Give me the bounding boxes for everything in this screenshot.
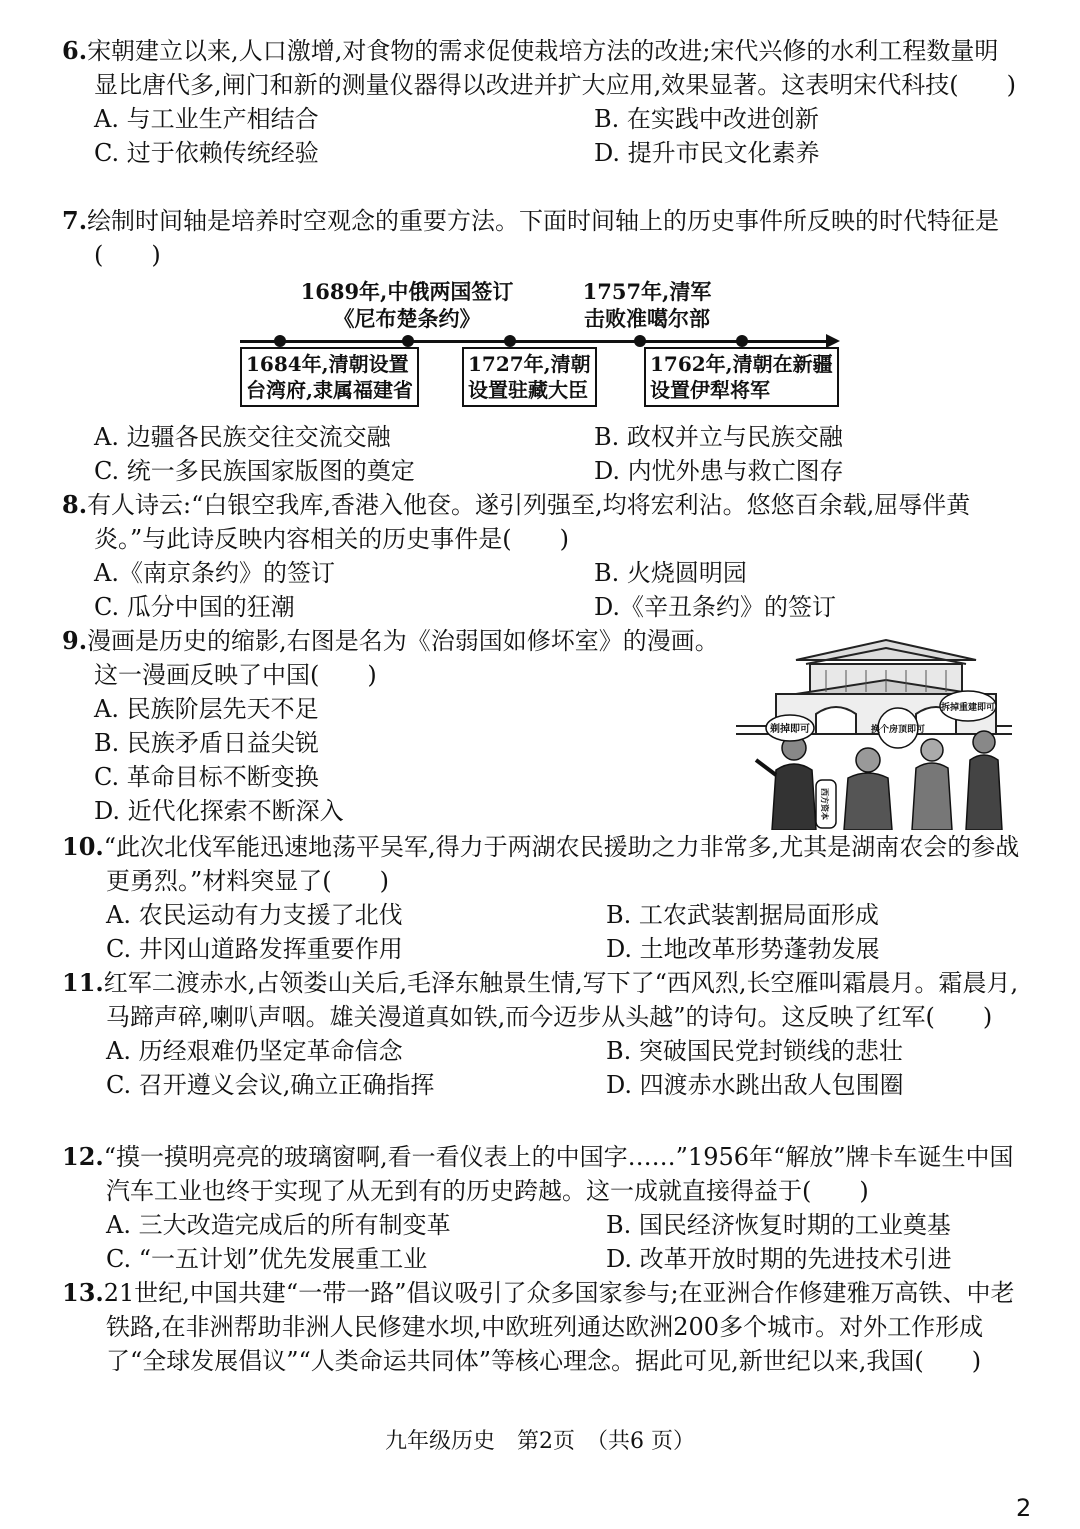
option-c: C. 统一多民族国家版图的奠定 [94,457,415,485]
timeline-box-1684: 1684年,清朝设置 台湾府,隶属福建省 [240,347,419,407]
timeline-dot [504,335,516,347]
bubble-shave: 剃掉即可 [770,724,810,735]
option-d: D.《辛丑条约》的签订 [594,593,837,621]
question-stem: 宋朝建立以来,人口激增,对食物的需求促使栽培方法的改进;宋代兴修的水利工程数量明显比唐代多,闸门和新的测量仪器得以改进并扩大应用,效果显著。这表明宋代科技( ) [87,37,1016,99]
question-11 [62,966,1022,1102]
option-d: D. 近代化探索不断深入 [94,797,344,825]
option-c: C. “一五计划”优先发展重工业 [106,1245,428,1273]
question-8 [62,488,1022,624]
cartoon-illustration [736,630,1012,830]
question-stem: 21世纪,中国共建“一带一路”倡议吸引了众多国家参与;在亚洲合作修建雅万高铁、中老铁路,在非洲帮助非洲人民修建水坝,中欧班列通达欧洲200多个城市。对外工作形成了“全球发展倡议”“人类命运共同体”等核心理念。据此可见,新世纪以来,我国( ) [103,1279,1015,1375]
option-a: A. 农民运动有力支援了北伐 [106,901,403,929]
question-stem: “摸一摸明亮亮的玻璃窗啊,看一看仪表上的中国字……”1956年“解放”牌卡车诞生中国汽车工业也终于实现了从无到有的历史跨越。这一成就直接得益于( ) [103,1143,1014,1205]
option-b: B. 火烧圆明园 [594,559,747,587]
bubble-rebuild: 拆掉重建即可 [940,703,996,713]
option-c: C. 过于依赖传统经验 [94,139,319,167]
question-12 [62,1140,1022,1276]
timeline-dot [402,335,414,347]
question-10 [62,830,1022,966]
option-b: B. 民族矛盾日益尖锐 [94,729,319,757]
sign-western-capital: 西方资本 [820,788,829,820]
timeline-dot [274,335,286,347]
timeline-box-1762: 1762年,清朝在新疆 设置伊犁将军 [644,347,839,407]
option-d: D. 四渡赤水跳出敌人包围圈 [606,1071,904,1099]
option-c: C. 瓜分中国的狂潮 [94,593,295,621]
question-number: 7. [62,206,88,235]
question-6 [62,34,1022,170]
timeline-event-1757: 1757年,清军 击败准噶尔部 [582,279,712,331]
option-d: D. 提升市民文化素养 [594,139,820,167]
question-number: 9. [62,626,88,655]
question-number: 10. [62,832,104,861]
option-d: D. 改革开放时期的先进技术引进 [606,1245,952,1273]
timeline-dot [736,335,748,347]
option-a: A. 边疆各民族交往交流交融 [94,423,391,451]
option-b: B. 工农武装割据局面形成 [606,901,879,929]
timeline-arrow-icon [826,334,840,348]
option-b: B. 突破国民党封锁线的悲壮 [606,1037,903,1065]
question-number: 8. [62,490,88,519]
option-b: B. 在实践中改进创新 [594,105,819,133]
option-b: B. 国民经济恢复时期的工业奠基 [606,1211,951,1239]
question-stem: “此次北伐军能迅速地荡平吴军,得力于两湖农民援助之力非常多,尤其是湖南农会的参战更勇烈。”材料突显了( ) [103,833,1020,895]
option-b: B. 政权并立与民族交融 [594,423,843,451]
question-7-options [62,420,1022,488]
question-number: 13. [62,1278,104,1307]
option-a: A. 与工业生产相结合 [94,105,319,133]
question-number: 12. [62,1142,104,1171]
timeline-dot [634,335,646,347]
timeline-box-1727: 1727年,清朝 设置驻藏大臣 [462,347,597,407]
timeline-event-1689: 1689年,中俄两国签订 《尼布楚条约》 [300,279,514,331]
option-a: A.《南京条约》的签订 [94,559,335,587]
question-number: 11. [62,968,104,997]
bubble-roof: 换个房顶即可 [870,725,926,735]
option-d: D. 内忧外患与救亡图存 [594,457,844,485]
question-stem: 绘制时间轴是培养时空观念的重要方法。下面时间轴上的历史事件所反映的时代特征是( ) [87,207,1000,269]
option-c: C. 召开遵义会议,确立正确指挥 [106,1071,435,1099]
timeline-figure [236,278,846,408]
question-stem: 漫画是历史的缩影,右图是名为《治弱国如修坏室》的漫画。这一漫画反映了中国( ) [87,627,719,689]
option-d: D. 土地改革形势蓬勃发展 [606,935,880,963]
option-a: A. 历经艰难仍坚定革命信念 [106,1037,403,1065]
option-c: C. 革命目标不断变换 [94,763,319,791]
option-a: A. 三大改造完成后的所有制变革 [106,1211,451,1239]
page-footer: 九年级历史 第2页 （共6 页） [385,1429,695,1454]
question-9 [62,624,722,828]
question-number: 6. [62,36,88,65]
page-number: 2 [1016,1494,1032,1522]
question-7 [62,204,1022,272]
option-c: C. 井冈山道路发挥重要作用 [106,935,403,963]
question-13 [62,1276,1022,1378]
option-a: A. 民族阶层先天不足 [94,695,319,723]
question-stem: 红军二渡赤水,占领娄山关后,毛泽东触景生情,写下了“西风烈,长空雁叫霜晨月。霜晨月,马蹄声碎,喇叭声咽。雄关漫道真如铁,而今迈步从头越”的诗句。这反映了红军( ) [103,969,1019,1031]
question-stem: 有人诗云:“白银空我库,香港入他奁。遂引列强至,均将宏利沾。悠悠百余载,屈辱伴黄炎。”与此诗反映内容相关的历史事件是( ) [87,491,971,553]
